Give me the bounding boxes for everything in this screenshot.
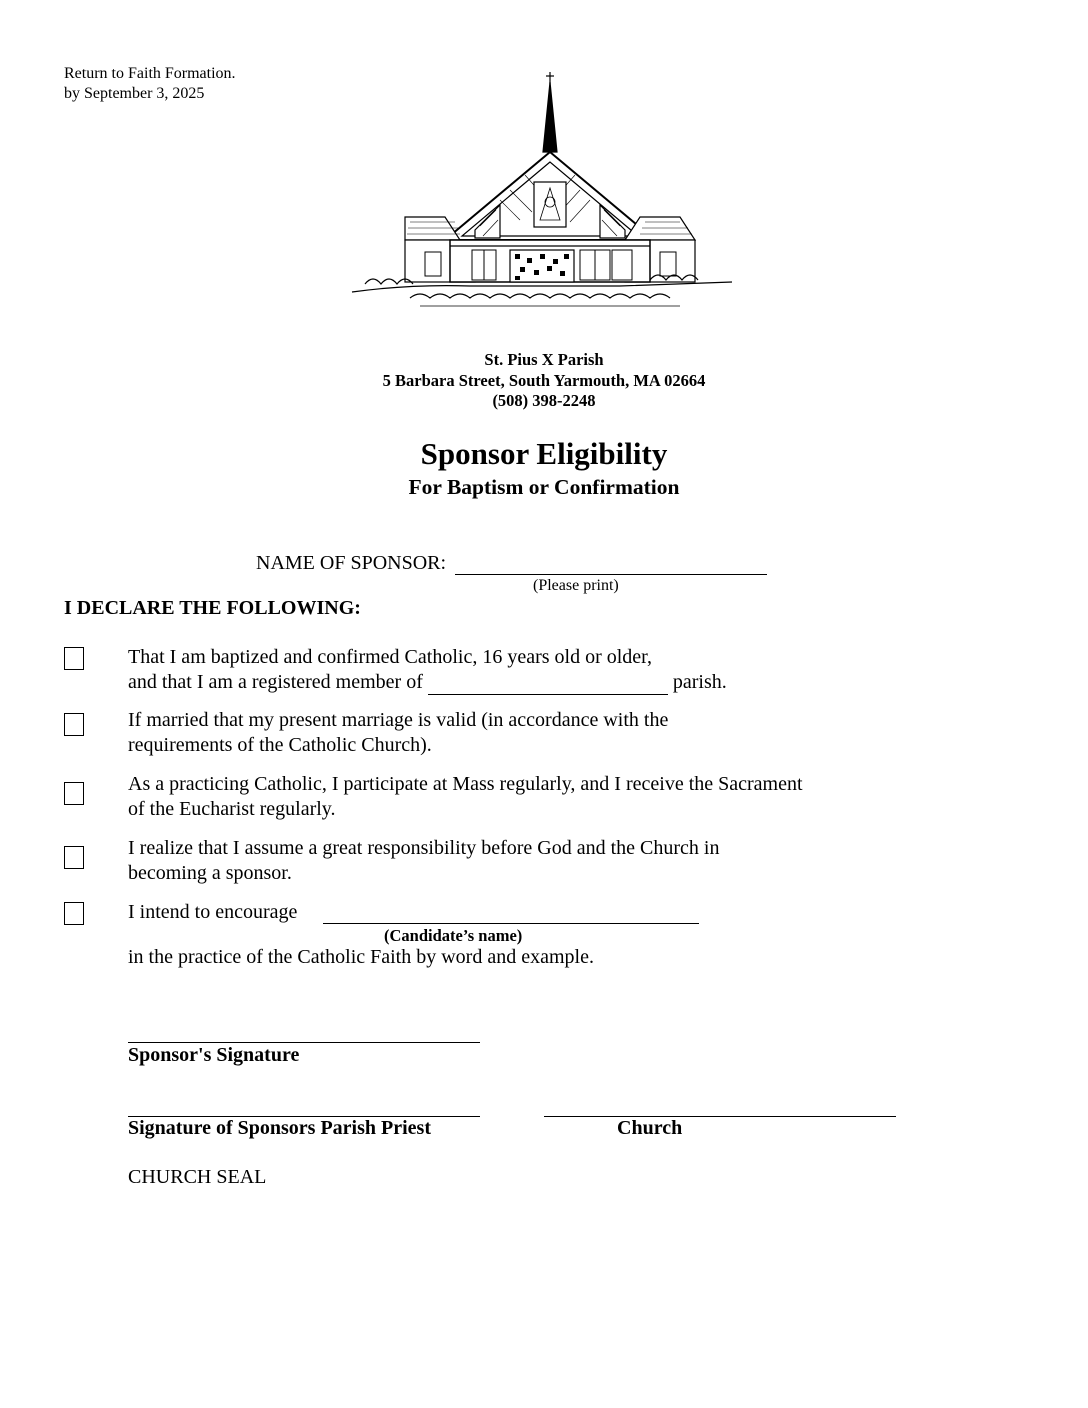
item-5-post: in the practice of the Catholic Faith by word and example.: [128, 946, 594, 968]
item-1-line-2-post: parish.: [672, 671, 727, 693]
declaration-item-1: [128, 645, 727, 695]
registered-parish-field[interactable]: [428, 674, 668, 695]
sponsor-name-field[interactable]: [455, 552, 767, 575]
item-2-line-2: requirements of the Catholic Church).: [128, 734, 432, 756]
checkbox-baptized[interactable]: [64, 647, 84, 670]
item-4-line-2: becoming a sponsor.: [128, 862, 292, 884]
item-1-line-2: [128, 670, 727, 695]
sponsor-signature-line[interactable]: [128, 1042, 480, 1043]
candidate-name-label: (Candidate’s name): [384, 926, 523, 945]
parish-address: 5 Barbara Street, South Yarmouth, MA 02664: [382, 370, 706, 390]
checkbox-marriage[interactable]: [64, 713, 84, 736]
church-line[interactable]: [544, 1116, 896, 1117]
parish-phone: (508) 398-2248: [492, 391, 596, 410]
sponsor-name-label: NAME OF SPONSOR:: [256, 552, 447, 574]
return-note: [64, 64, 236, 104]
form-subtitle: For Baptism or Confirmation: [408, 475, 680, 499]
church-building-drawing-icon: [350, 70, 735, 310]
item-1-line-2-pre: and that I am a registered member of: [128, 671, 423, 693]
sponsor-signature-label: Sponsor's Signature: [128, 1044, 300, 1066]
declaration-item-4: [128, 836, 719, 886]
candidate-name-field[interactable]: [323, 923, 699, 924]
please-print-note: (Please print): [533, 577, 619, 594]
checkbox-practicing[interactable]: [64, 782, 84, 805]
return-line-2: by September 3, 2025: [64, 85, 205, 102]
church-seal-label: CHURCH SEAL: [128, 1166, 267, 1188]
declare-heading: I DECLARE THE FOLLOWING:: [64, 597, 361, 619]
priest-signature-label: Signature of Sponsors Parish Priest: [128, 1117, 431, 1139]
parish-name: St. Pius X Parish: [484, 350, 604, 369]
item-2-line-1: If married that my present marriage is valid (in accordance with the: [128, 709, 669, 731]
parish-info: [0, 350, 1088, 412]
church-label: Church: [617, 1117, 683, 1139]
item-5-pre: I intend to encourage: [128, 901, 298, 923]
declaration-item-5: [128, 900, 297, 925]
sponsor-name-row: [256, 552, 767, 575]
checkbox-encourage[interactable]: [64, 902, 84, 925]
item-1-line-1: That I am baptized and confirmed Catholic, 16 years old or older,: [128, 646, 653, 668]
checkbox-responsibility[interactable]: [64, 846, 84, 869]
form-title: Sponsor Eligibility: [420, 436, 668, 471]
return-line-1: Return to Faith Formation.: [64, 65, 236, 82]
item-3-line-1: As a practicing Catholic, I participate at Mass regularly, and I receive the Sacrament: [128, 773, 803, 795]
item-4-line-1: I realize that I assume a great responsibility before God and the Church in: [128, 837, 720, 859]
declaration-item-3: [128, 772, 803, 822]
item-3-line-2: of the Eucharist regularly.: [128, 798, 336, 820]
declaration-item-2: [128, 708, 668, 758]
